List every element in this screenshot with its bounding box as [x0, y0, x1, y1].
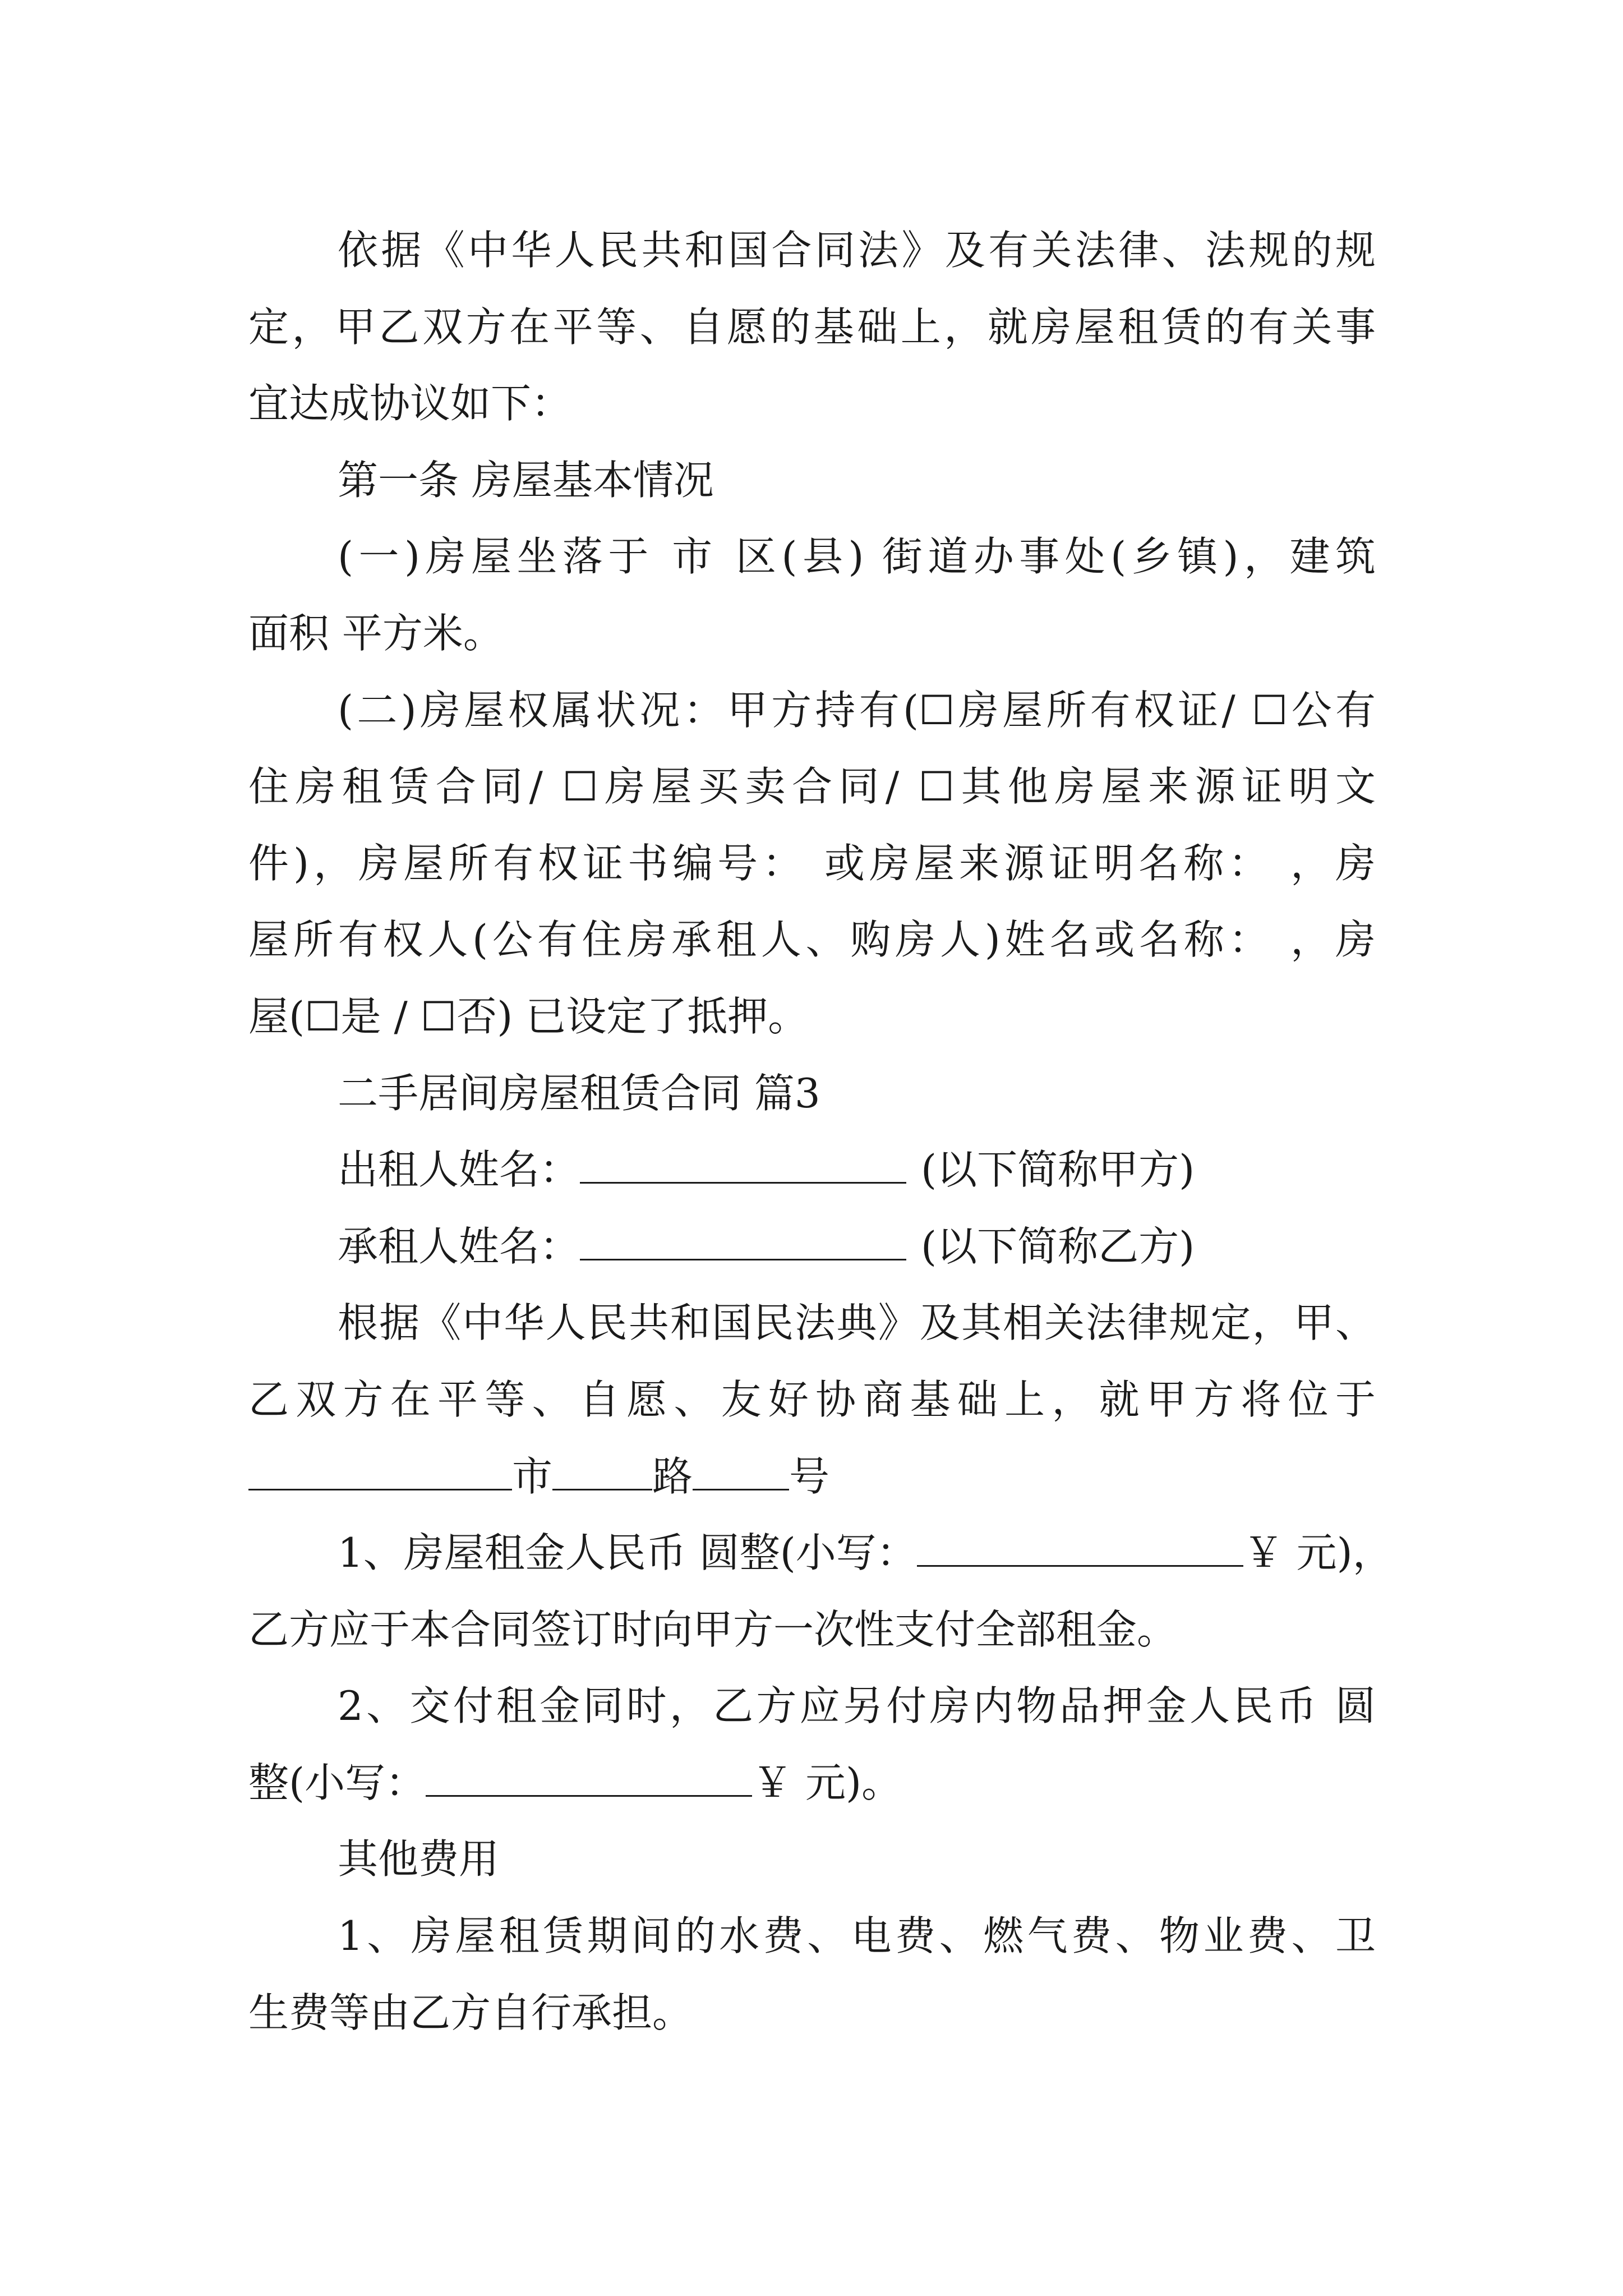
address-city-blank: [248, 1451, 512, 1490]
rent-2-amount-blank: [426, 1757, 752, 1797]
rent-2-line-1: 2、交付租金同时，乙方应另付房内物品押金人民币 圆: [338, 1682, 1376, 1730]
item-2-line-2: 住房租赁合同/ ☐房屋买卖合同/ ☐其他房屋来源证明文: [248, 763, 1376, 811]
rent-2-line-2: [248, 1745, 1376, 1821]
lessor-name-blank: [580, 1144, 906, 1184]
lessor-label: 出租人姓名：: [338, 1146, 580, 1194]
rent-2-text-b: ￥ 元)。: [752, 1759, 902, 1806]
rent-1-text-a: 1、房屋租金人民币 圆整(小写：: [338, 1529, 917, 1577]
rent-1-line-2: 乙方应于本合同签订时向甲方一次性支付全部租金。: [248, 1605, 1178, 1653]
lessor-line: [248, 1131, 1376, 1208]
address-number-blank: [693, 1451, 789, 1490]
basis-line-2: 乙双方在平等、自愿、友好协商基础上，就甲方将位于: [248, 1375, 1376, 1423]
basis-line-1: 根据《中华人民共和国民法典》及其相关法律规定，甲、: [338, 1299, 1376, 1347]
address-number-label: 号: [789, 1452, 830, 1500]
item-2-line-4: 屋所有权人(公有住房承租人、购房人)姓名或名称： ，房: [248, 916, 1376, 964]
other-fees-heading: 其他费用: [338, 1835, 500, 1883]
item-2-line-3: 件)，房屋所有权证书编号： 或房屋来源证明名称： ，房: [248, 839, 1376, 887]
section-3-heading: 二手居间房屋租赁合同 篇3: [338, 1069, 820, 1117]
rent-1-amount-blank: [917, 1527, 1243, 1567]
address-city-label: 市: [512, 1452, 553, 1500]
rent-2-text-a: 整(小写：: [248, 1759, 426, 1806]
lessee-label: 承租人姓名：: [338, 1222, 580, 1270]
address-road-label: 路: [652, 1452, 693, 1500]
fees-1-line-1: 1、房屋租赁期间的水费、电费、燃气费、物业费、卫: [338, 1912, 1376, 1960]
intro-line-3: 宜达成协议如下：: [248, 380, 572, 427]
lessor-suffix: (以下简称甲方): [921, 1146, 1195, 1194]
intro-line-1: 依据《中华人民共和国合同法》及有关法律、法规的规: [338, 227, 1376, 274]
rent-1-line-1: [248, 1515, 1393, 1591]
document-body: [248, 212, 1393, 2051]
item-1-line-2: 面积 平方米。: [248, 609, 504, 657]
article-1-heading: 第一条 房屋基本情况: [338, 456, 714, 504]
lessee-name-blank: [580, 1221, 906, 1260]
intro-line-2: 定，甲乙双方在平等、自愿的基础上，就房屋租赁的有关事: [248, 303, 1376, 351]
address-road-blank: [552, 1451, 652, 1490]
rent-1-text-b: ￥ 元)，: [1243, 1529, 1393, 1577]
address-line: [248, 1438, 1376, 1515]
item-2-line-5: 屋(☐是 / ☐否) 已设定了抵押。: [248, 992, 809, 1040]
lessee-line: [248, 1208, 1376, 1285]
item-1-line-1: (一)房屋坐落于 市 区(县) 街道办事处(乡镇)，建筑: [338, 533, 1376, 581]
fees-1-line-2: 生费等由乙方自行承担。: [248, 1989, 693, 2036]
lessee-suffix: (以下简称乙方): [921, 1222, 1195, 1270]
item-2-line-1: (二)房屋权属状况：甲方持有(☐房屋所有权证/ ☐公有: [338, 686, 1376, 734]
